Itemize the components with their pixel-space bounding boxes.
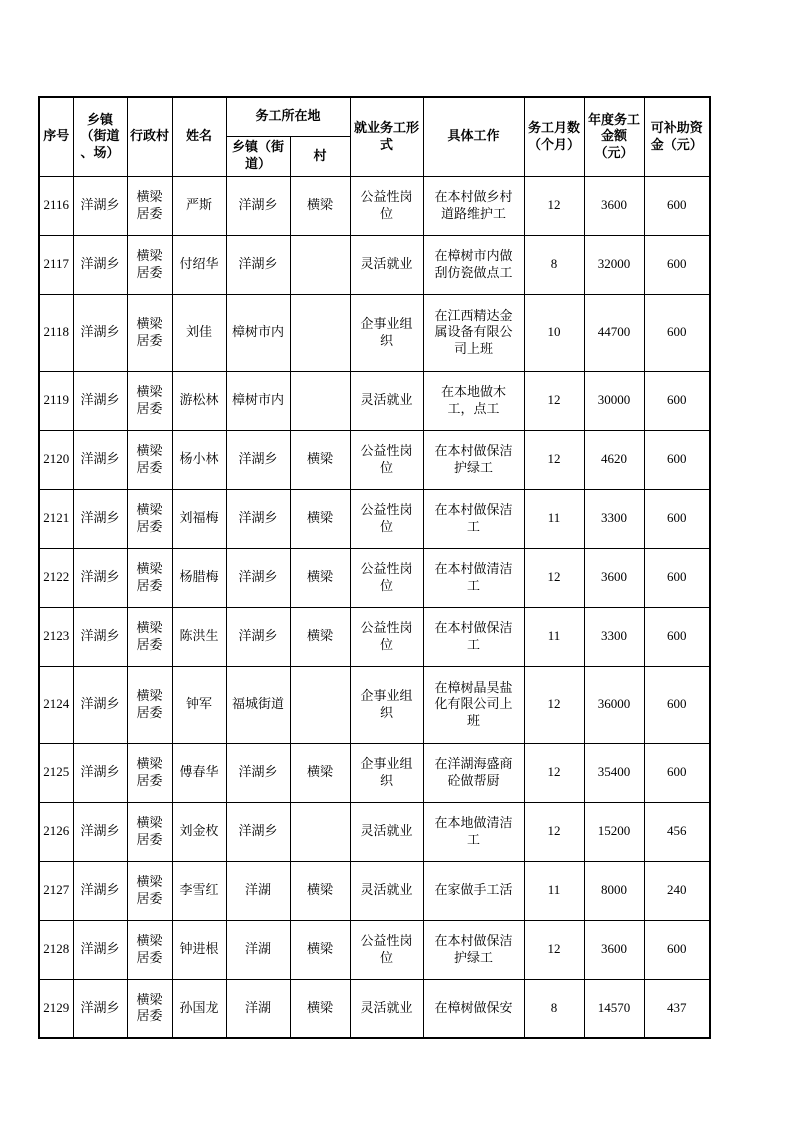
cell-months: 11 xyxy=(524,607,584,666)
col-header-name: 姓名 xyxy=(172,97,226,176)
cell-work-township: 洋湖乡 xyxy=(226,607,290,666)
cell-annual-amount: 32000 xyxy=(584,235,644,294)
cell-work-village: 横梁 xyxy=(290,607,350,666)
col-header-serial: 序号 xyxy=(39,97,73,176)
cell-name: 刘福梅 xyxy=(172,489,226,548)
cell-name: 付绍华 xyxy=(172,235,226,294)
cell-work-village: 横梁 xyxy=(290,430,350,489)
cell-subsidy: 600 xyxy=(644,548,710,607)
col-header-months: 务工月数 （个月） xyxy=(524,97,584,176)
cell-employment-form: 灵活就业 xyxy=(350,235,423,294)
cell-work-township: 福城街道 xyxy=(226,666,290,743)
cell-work-township: 洋湖乡 xyxy=(226,802,290,861)
cell-work-village: 横梁 xyxy=(290,489,350,548)
cell-job: 在本地做木 工，点工 xyxy=(423,371,524,430)
cell-subsidy: 600 xyxy=(644,920,710,979)
cell-months: 8 xyxy=(524,979,584,1038)
cell-months: 10 xyxy=(524,294,584,371)
cell-name: 李雪红 xyxy=(172,861,226,920)
cell-employment-form: 企事业组 织 xyxy=(350,294,423,371)
subsidy-table xyxy=(38,96,711,1039)
cell-employment-form: 企事业组 织 xyxy=(350,666,423,743)
table-row xyxy=(39,979,710,1038)
cell-work-village xyxy=(290,802,350,861)
cell-work-township: 洋湖乡 xyxy=(226,548,290,607)
cell-village: 横梁 居委 xyxy=(127,920,172,979)
cell-months: 12 xyxy=(524,666,584,743)
cell-name: 杨小林 xyxy=(172,430,226,489)
cell-subsidy: 600 xyxy=(644,489,710,548)
table-row xyxy=(39,371,710,430)
cell-village: 横梁 居委 xyxy=(127,294,172,371)
cell-work-township: 洋湖乡 xyxy=(226,235,290,294)
cell-township: 洋湖乡 xyxy=(73,235,127,294)
cell-village: 横梁 居委 xyxy=(127,176,172,235)
cell-serial: 2117 xyxy=(39,235,73,294)
cell-name: 游松林 xyxy=(172,371,226,430)
cell-job: 在本村做保洁 工 xyxy=(423,489,524,548)
cell-serial: 2125 xyxy=(39,743,73,802)
cell-subsidy: 600 xyxy=(644,666,710,743)
cell-name: 刘金枚 xyxy=(172,802,226,861)
cell-serial: 2127 xyxy=(39,861,73,920)
cell-months: 12 xyxy=(524,920,584,979)
cell-work-township: 洋湖 xyxy=(226,920,290,979)
table-header xyxy=(39,97,710,176)
cell-name: 钟进根 xyxy=(172,920,226,979)
cell-months: 12 xyxy=(524,176,584,235)
table-row xyxy=(39,607,710,666)
cell-months: 12 xyxy=(524,548,584,607)
col-header-job: 具体工作 xyxy=(423,97,524,176)
header-row-1 xyxy=(39,97,710,136)
col-header-annual-amount: 年度务工 金额 （元） xyxy=(584,97,644,176)
cell-name: 刘佳 xyxy=(172,294,226,371)
cell-job: 在本村做保洁 工 xyxy=(423,607,524,666)
cell-work-township: 樟树市内 xyxy=(226,294,290,371)
cell-employment-form: 企事业组 织 xyxy=(350,743,423,802)
cell-annual-amount: 3600 xyxy=(584,920,644,979)
cell-employment-form: 公益性岗 位 xyxy=(350,920,423,979)
cell-serial: 2128 xyxy=(39,920,73,979)
cell-village: 横梁 居委 xyxy=(127,743,172,802)
cell-township: 洋湖乡 xyxy=(73,861,127,920)
cell-subsidy: 600 xyxy=(644,607,710,666)
cell-village: 横梁 居委 xyxy=(127,861,172,920)
cell-job: 在江西精达金 属设备有限公 司上班 xyxy=(423,294,524,371)
cell-job: 在本村做乡村 道路维护工 xyxy=(423,176,524,235)
table-row xyxy=(39,294,710,371)
cell-months: 8 xyxy=(524,235,584,294)
cell-employment-form: 灵活就业 xyxy=(350,979,423,1038)
cell-employment-form: 公益性岗 位 xyxy=(350,607,423,666)
table-row xyxy=(39,861,710,920)
table-row xyxy=(39,548,710,607)
cell-township: 洋湖乡 xyxy=(73,920,127,979)
col-header-subsidy: 可补助资 金（元） xyxy=(644,97,710,176)
cell-township: 洋湖乡 xyxy=(73,666,127,743)
cell-village: 横梁 居委 xyxy=(127,979,172,1038)
cell-annual-amount: 14570 xyxy=(584,979,644,1038)
cell-work-village: 横梁 xyxy=(290,743,350,802)
cell-work-township: 洋湖乡 xyxy=(226,743,290,802)
cell-job: 在樟树做保安 xyxy=(423,979,524,1038)
cell-village: 横梁 居委 xyxy=(127,235,172,294)
cell-job: 在本村做保洁 护绿工 xyxy=(423,430,524,489)
cell-village: 横梁 居委 xyxy=(127,802,172,861)
table-row xyxy=(39,176,710,235)
cell-annual-amount: 36000 xyxy=(584,666,644,743)
cell-township: 洋湖乡 xyxy=(73,430,127,489)
cell-serial: 2129 xyxy=(39,979,73,1038)
cell-subsidy: 600 xyxy=(644,430,710,489)
cell-annual-amount: 3600 xyxy=(584,176,644,235)
table-row xyxy=(39,802,710,861)
cell-annual-amount: 3300 xyxy=(584,489,644,548)
cell-serial: 2120 xyxy=(39,430,73,489)
cell-serial: 2126 xyxy=(39,802,73,861)
cell-annual-amount: 3600 xyxy=(584,548,644,607)
cell-job: 在樟树市内做 刮仿瓷做点工 xyxy=(423,235,524,294)
cell-name: 钟军 xyxy=(172,666,226,743)
cell-village: 横梁 居委 xyxy=(127,666,172,743)
cell-annual-amount: 30000 xyxy=(584,371,644,430)
cell-work-village: 横梁 xyxy=(290,548,350,607)
cell-township: 洋湖乡 xyxy=(73,802,127,861)
cell-serial: 2119 xyxy=(39,371,73,430)
table-row xyxy=(39,666,710,743)
cell-employment-form: 公益性岗 位 xyxy=(350,430,423,489)
cell-name: 傅春华 xyxy=(172,743,226,802)
cell-township: 洋湖乡 xyxy=(73,743,127,802)
col-header-township: 乡镇 （街道 、场） xyxy=(73,97,127,176)
cell-village: 横梁 居委 xyxy=(127,371,172,430)
cell-work-village xyxy=(290,294,350,371)
cell-subsidy: 240 xyxy=(644,861,710,920)
cell-serial: 2124 xyxy=(39,666,73,743)
cell-township: 洋湖乡 xyxy=(73,489,127,548)
cell-subsidy: 600 xyxy=(644,235,710,294)
cell-village: 横梁 居委 xyxy=(127,607,172,666)
cell-job: 在洋湖海盛商 砼做帮厨 xyxy=(423,743,524,802)
cell-employment-form: 公益性岗 位 xyxy=(350,548,423,607)
cell-name: 严斯 xyxy=(172,176,226,235)
cell-annual-amount: 15200 xyxy=(584,802,644,861)
col-header-work-location: 务工所在地 xyxy=(226,97,350,136)
cell-employment-form: 灵活就业 xyxy=(350,861,423,920)
cell-work-village xyxy=(290,371,350,430)
cell-township: 洋湖乡 xyxy=(73,176,127,235)
cell-township: 洋湖乡 xyxy=(73,294,127,371)
cell-employment-form: 灵活就业 xyxy=(350,802,423,861)
cell-name: 孙国龙 xyxy=(172,979,226,1038)
cell-village: 横梁 居委 xyxy=(127,548,172,607)
cell-work-village xyxy=(290,666,350,743)
cell-serial: 2116 xyxy=(39,176,73,235)
cell-township: 洋湖乡 xyxy=(73,607,127,666)
cell-months: 11 xyxy=(524,489,584,548)
cell-subsidy: 600 xyxy=(644,371,710,430)
cell-annual-amount: 44700 xyxy=(584,294,644,371)
cell-work-township: 樟树市内 xyxy=(226,371,290,430)
cell-months: 12 xyxy=(524,430,584,489)
cell-work-township: 洋湖乡 xyxy=(226,176,290,235)
cell-job: 在本地做清洁 工 xyxy=(423,802,524,861)
cell-work-village: 横梁 xyxy=(290,979,350,1038)
cell-name: 杨腊梅 xyxy=(172,548,226,607)
cell-subsidy: 600 xyxy=(644,176,710,235)
table-row xyxy=(39,489,710,548)
cell-annual-amount: 4620 xyxy=(584,430,644,489)
table-row xyxy=(39,235,710,294)
cell-work-township: 洋湖 xyxy=(226,979,290,1038)
cell-employment-form: 公益性岗 位 xyxy=(350,176,423,235)
cell-work-township: 洋湖乡 xyxy=(226,489,290,548)
cell-months: 12 xyxy=(524,802,584,861)
cell-work-village: 横梁 xyxy=(290,176,350,235)
col-header-work-village: 村 xyxy=(290,136,350,176)
cell-subsidy: 600 xyxy=(644,294,710,371)
cell-annual-amount: 35400 xyxy=(584,743,644,802)
table-row xyxy=(39,743,710,802)
table-row xyxy=(39,920,710,979)
cell-work-village: 横梁 xyxy=(290,861,350,920)
cell-months: 11 xyxy=(524,861,584,920)
cell-village: 横梁 居委 xyxy=(127,430,172,489)
table-body xyxy=(39,176,710,1038)
cell-serial: 2123 xyxy=(39,607,73,666)
col-header-village: 行政村 xyxy=(127,97,172,176)
col-header-work-township: 乡镇（街 道） xyxy=(226,136,290,176)
cell-months: 12 xyxy=(524,371,584,430)
cell-job: 在家做手工活 xyxy=(423,861,524,920)
cell-work-village: 横梁 xyxy=(290,920,350,979)
cell-subsidy: 456 xyxy=(644,802,710,861)
cell-annual-amount: 8000 xyxy=(584,861,644,920)
cell-work-village xyxy=(290,235,350,294)
col-header-employment-form: 就业务工形 式 xyxy=(350,97,423,176)
cell-annual-amount: 3300 xyxy=(584,607,644,666)
table-row xyxy=(39,430,710,489)
cell-work-township: 洋湖 xyxy=(226,861,290,920)
cell-job: 在本村做清洁 工 xyxy=(423,548,524,607)
cell-township: 洋湖乡 xyxy=(73,548,127,607)
cell-employment-form: 灵活就业 xyxy=(350,371,423,430)
cell-employment-form: 公益性岗 位 xyxy=(350,489,423,548)
cell-serial: 2121 xyxy=(39,489,73,548)
cell-months: 12 xyxy=(524,743,584,802)
cell-work-township: 洋湖乡 xyxy=(226,430,290,489)
cell-serial: 2122 xyxy=(39,548,73,607)
cell-subsidy: 437 xyxy=(644,979,710,1038)
cell-village: 横梁 居委 xyxy=(127,489,172,548)
cell-name: 陈洪生 xyxy=(172,607,226,666)
cell-subsidy: 600 xyxy=(644,743,710,802)
cell-serial: 2118 xyxy=(39,294,73,371)
cell-township: 洋湖乡 xyxy=(73,371,127,430)
cell-job: 在樟树晶昊盐 化有限公司上 班 xyxy=(423,666,524,743)
cell-job: 在本村做保洁 护绿工 xyxy=(423,920,524,979)
cell-township: 洋湖乡 xyxy=(73,979,127,1038)
